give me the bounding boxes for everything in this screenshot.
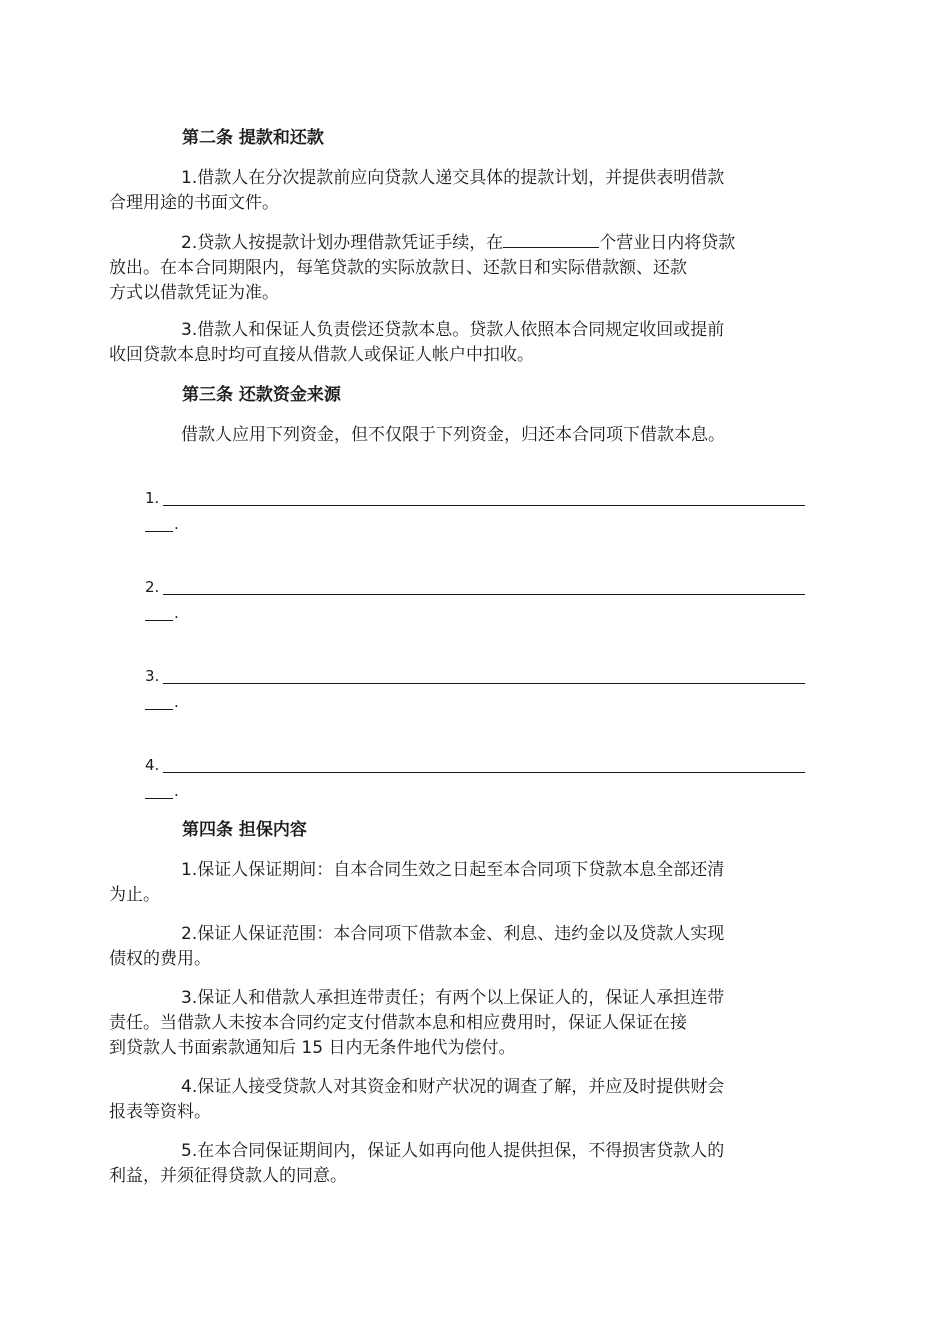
list-end-mark: . [174, 693, 179, 711]
section-4-paragraph-5 [109, 1139, 805, 1189]
text-line: 责任。当借款人未按本合同约定支付借款本息和相应费用时，保证人保证在接 [109, 1013, 687, 1033]
section-3-intro [145, 423, 805, 448]
text-line: 4.保证人接受贷款人对其资金和财产状况的调查了解，并应及时提供财会 [181, 1077, 725, 1097]
text-line: 债权的费用。 [109, 949, 211, 969]
text-line: 报表等资料。 [109, 1102, 211, 1122]
fill-in-line[interactable] [163, 683, 805, 684]
text-line: 1.借款人在分次提款前应向贷款人递交具体的提款计划，并提供表明借款 [181, 168, 725, 188]
fund-source-item-1 [145, 488, 805, 548]
text-line: 利益，并须征得贷款人的同意。 [109, 1166, 347, 1186]
text-line: 5.在本合同保证期间内，保证人如再向他人提供担保，不得损害贷款人的 [181, 1141, 725, 1161]
list-end-mark: . [174, 604, 179, 622]
fill-in-line[interactable] [145, 620, 173, 621]
text-line: 1.保证人保证期间：自本合同生效之日起至本合同项下贷款本息全部还清 [181, 860, 725, 880]
fill-in-line[interactable] [163, 772, 805, 773]
fill-in-line[interactable] [145, 709, 173, 710]
text-segment: 个营业日内将贷款 [599, 233, 736, 253]
list-number: 4. [145, 756, 160, 774]
text-line [145, 230, 805, 256]
section-4-paragraph-4 [109, 1075, 805, 1125]
list-number: 3. [145, 667, 160, 685]
text-line: 为止。 [109, 885, 160, 905]
section-2-paragraph-1 [109, 166, 805, 216]
list-end-mark: . [174, 782, 179, 800]
list-number: 2. [145, 578, 160, 596]
section-2-paragraph-3 [109, 318, 805, 368]
text-line: 2.保证人保证范围：本合同项下借款本金、利息、违约金以及贷款人实现 [181, 924, 725, 944]
text-line: 方式以借款凭证为准。 [109, 283, 279, 303]
text-line: 放出。在本合同期限内，每笔贷款的实际放款日、还款日和实际借款额、还款 [109, 258, 687, 278]
text-line: 到贷款人书面索款通知后 15 日内无条件地代为偿付。 [109, 1038, 516, 1058]
text-line: 3.借款人和保证人负责偿还贷款本息。贷款人依照本合同规定收回或提前 [181, 320, 725, 340]
section-4-paragraph-1 [109, 858, 805, 908]
fill-in-line[interactable] [145, 798, 173, 799]
fund-source-item-3 [145, 666, 805, 726]
fill-in-line[interactable] [145, 531, 173, 532]
text-segment: 2.贷款人按提款计划办理借款凭证手续，在 [181, 233, 504, 253]
list-number: 1. [145, 489, 160, 507]
fund-source-item-4 [145, 755, 805, 815]
section-4-heading: 第四条 担保内容 [182, 820, 307, 840]
section-2-paragraph-2 [109, 230, 805, 306]
fund-source-item-2 [145, 577, 805, 637]
list-end-mark: . [174, 515, 179, 533]
section-4-paragraph-2 [109, 922, 805, 972]
text-line: 3.保证人和借款人承担连带责任；有两个以上保证人的，保证人承担连带 [181, 988, 725, 1008]
section-3-heading: 第三条 还款资金来源 [182, 385, 341, 405]
section-4-paragraph-3 [109, 986, 805, 1061]
section-2-heading: 第二条 提款和还款 [182, 128, 324, 148]
text-line: 借款人应用下列资金，但不仅限于下列资金，归还本合同项下借款本息。 [181, 425, 725, 445]
text-line: 收回贷款本息时均可直接从借款人或保证人帐户中扣收。 [109, 345, 534, 365]
text-line: 合理用途的书面文件。 [109, 193, 279, 213]
fill-in-line[interactable] [163, 594, 805, 595]
fill-in-line[interactable] [163, 505, 805, 506]
fill-in-blank[interactable] [503, 230, 599, 248]
